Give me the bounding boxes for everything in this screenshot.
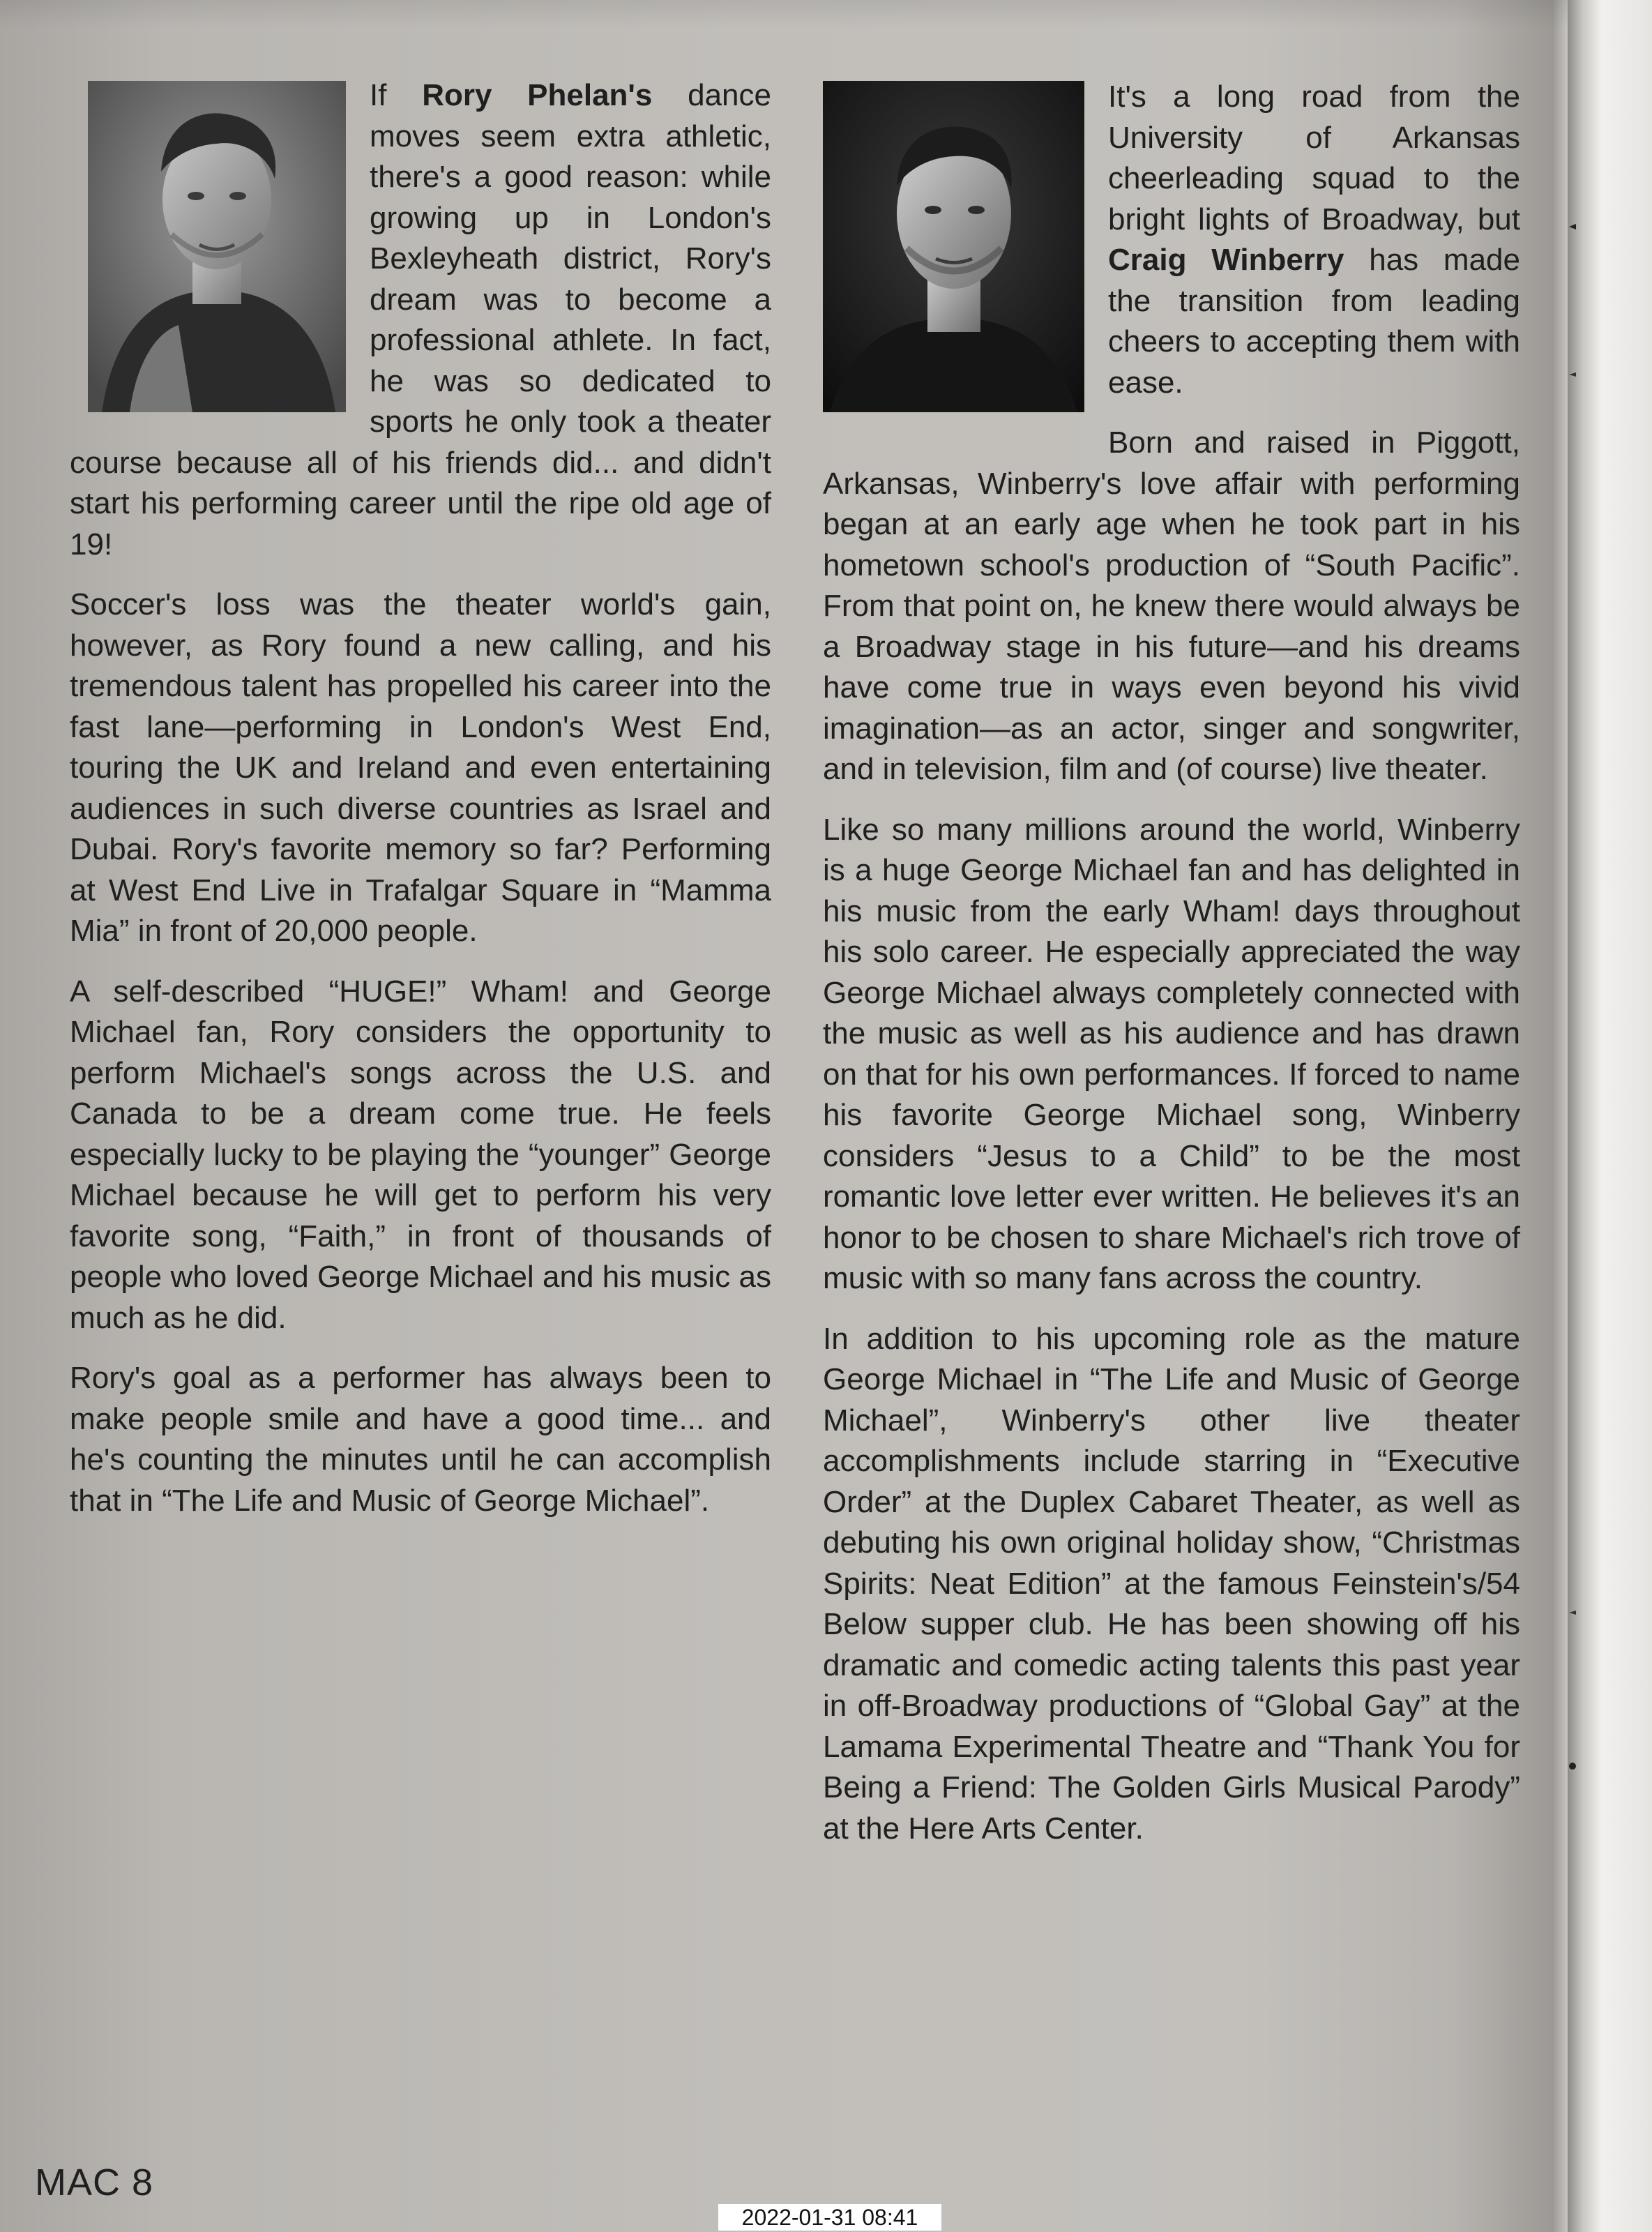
craig-paragraph-2: Born and raised in Piggott, Arkansas, Winberry's love affair with performing began at an early age when he took part in his hometown school's production of “South Pacific”. From that point on, he knew there would always be a Broadway stage in his future—and his dreams have come true in ways even beyond his vivid imagination—as an actor, singer and songwriter, and in television, film and (of course) live theater. (823, 425, 1520, 786)
rory-phelan-headshot (88, 81, 346, 412)
page-number: MAC 8 (35, 2162, 154, 2203)
staple-mark-icon (1568, 222, 1577, 232)
photo-timestamp: 2022-01-31 08:41 (718, 2204, 941, 2231)
rory-p1-body: dance moves seem extra athletic, there's a good reason: while growing up in London's Bexleyheath district, Rory's dream was to become a professional athlete. In fact, he was so dedicated to sports he only took a theater course because all of his friends did... and didn't start his performing career until the ripe old age of 19! (70, 78, 771, 561)
staple-mark-icon (1568, 1608, 1577, 1618)
page-shadow (0, 0, 1568, 28)
binding-gutter (1568, 0, 1652, 2232)
staple-mark-icon (1568, 1761, 1577, 1771)
rory-paragraph-2: Soccer's loss was the theater world's gain, however, as Rory found a new calling, and his tremendous talent has propelled his career into the fast lane—performing in London's West End, touring the UK and Ireland and even entertaining audiences in such diverse countries as Israel and Dubai. Rory's favorite memory so far? Performing at West End Live in Trafalgar Square in “Mamma Mia” in front of 20,000 people. (70, 587, 771, 948)
staple-mark-icon (1568, 370, 1577, 379)
rory-paragraph-3: A self-described “HUGE!” Wham! and George Michael fan, Rory considers the opportunity to perform Michael's songs across the U.S. and Canada to be a dream come true. He feels especially lucky to be playing the “younger” George Michael because he will get to perform his very favorite song, “Faith,” in front of thousands of people who loved George Michael and his music as much as he did. (70, 974, 771, 1335)
craig-name: Craig Winberry (1108, 243, 1344, 277)
craig-paragraph-4: In addition to his upcoming role as the mature George Michael in “The Life and Music of George Michael”, Winberry's other live theater accomplishments include starring in “Executive Order” at the Duplex Cabaret Theater, as well as debuting his own original holiday show, “Christmas Spirits: Neat Edition” at the famous Feinstein's/54 Below supper club. He has been showing off his dramatic and comedic acting talents this past year in off-Broadway productions of “Global Gay” at the Lamama Experimental Theatre and “Thank You for Being a Friend: The Golden Girls Musical Parody” at the Here Arts Center. (823, 1321, 1520, 1846)
rory-paragraph-4: Rory's goal as a performer has always been to make people smile and have a good time... and he's counting the minutes until he can accomplish that in “The Life and Music of George Michael”. (70, 1361, 771, 1518)
craig-p1-intro: It's a long road from the University of Arkansas cheerleading squad to the bright lights of Broadway, but (1108, 80, 1520, 236)
headshot-photo-icon (88, 81, 346, 412)
craig-p1-body: has made the transition from leading cheers to accepting them with ease. (1108, 243, 1520, 400)
headshot-photo-icon (823, 81, 1084, 412)
craig-winberry-headshot (823, 81, 1084, 412)
rory-name: Rory Phelan's (422, 78, 653, 112)
right-column (823, 77, 1520, 1869)
rory-p1-intro: If (370, 78, 423, 112)
left-column (70, 75, 771, 1541)
craig-paragraph-3: Like so many millions around the world, Winberry is a huge George Michael fan and has delighted in his music from the early Wham! days throughout his solo career. He especially appreciated the way George Michael always completely connected with the music as well as his audience and has drawn on that for his own performances. If forced to name his favorite George Michael song, Winberry considers “Jesus to a Child” to be the most romantic love letter ever written. He believes it's an honor to be chosen to share Michael's rich trove of music with so many fans across the country. (823, 812, 1520, 1295)
